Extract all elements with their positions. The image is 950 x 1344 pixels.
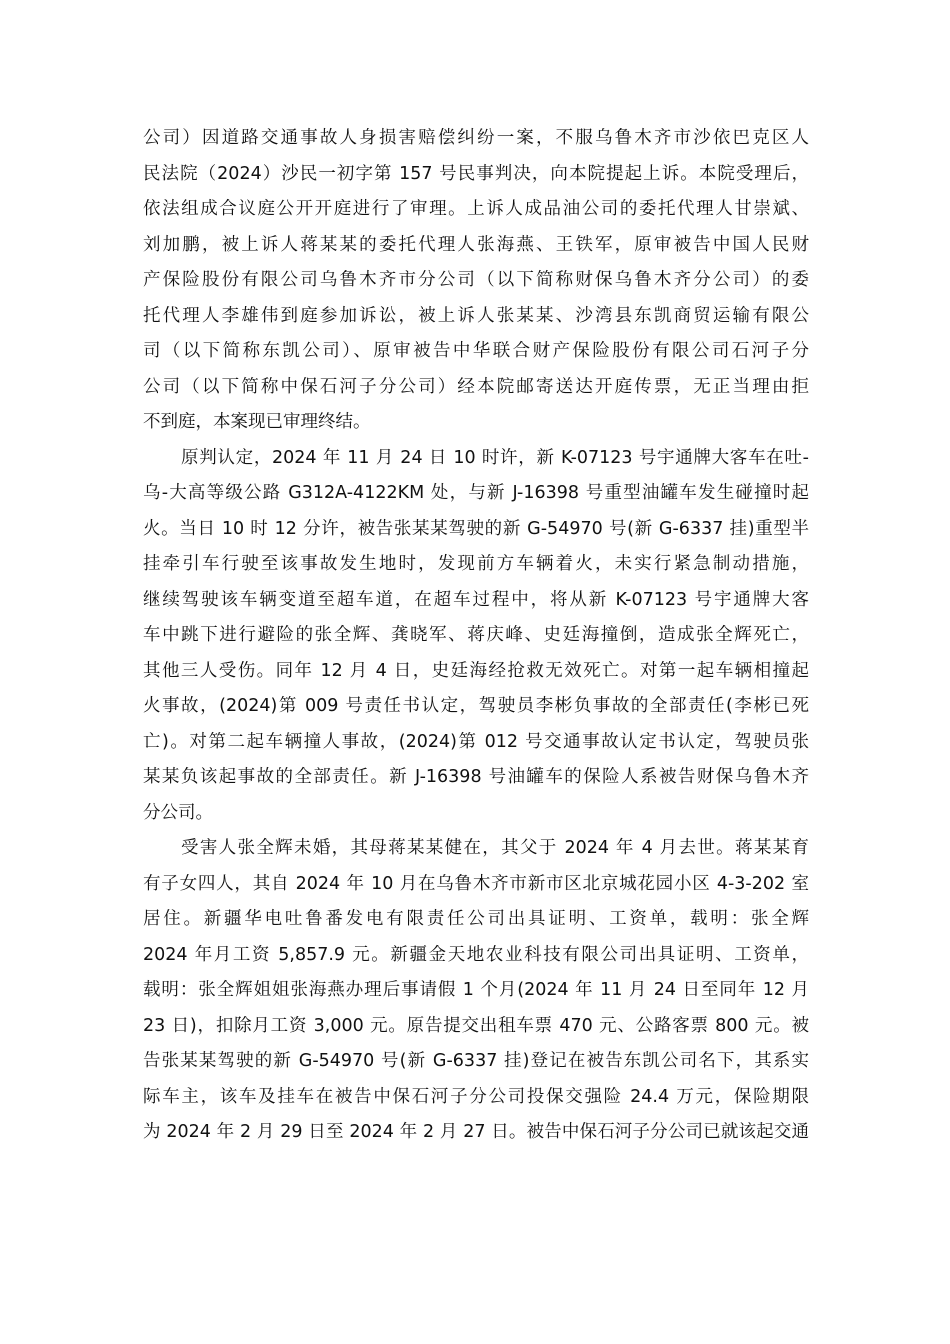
paragraph-2-line-9: 亡)。对第二起车辆撞人事故，(2024)第 012 号交通事故认定书认定，驾驶员张 [143, 731, 809, 752]
paragraph-2-line-10: 某某负该起事故的全部责任。新 J-16398 号油罐车的保险人系被告财保乌鲁木齐 [143, 767, 809, 787]
paragraph-1-line-6: 托代理人李雄伟到庭参加诉讼，被上诉人张某某、沙湾县东凯商贸运输有限公 [143, 305, 809, 326]
paragraph-3-line-2: 有子女四人，其自 2024 年 10 月在乌鲁木齐市新市区北京城花园小区 4-3-202 室 [143, 873, 809, 894]
paragraph-2-line-5: 继续驾驶该车辆变道至超车道，在超车过程中，将从新 K-07123 号宇通牌大客 [143, 589, 809, 610]
paragraph-1-line-2: 民法院（2024）沙民一初字第 157 号民事判决，向本院提起上诉。本院受理后， [143, 163, 809, 184]
paragraph-1-line-5: 产保险股份有限公司乌鲁木齐市分公司（以下简称财保乌鲁木齐分公司）的委 [143, 270, 809, 290]
paragraph-2-line-6: 车中跳下进行避险的张全辉、龚晓军、蒋庆峰、史廷海撞倒，造成张全辉死亡， [143, 625, 809, 645]
body-text [143, 121, 809, 1151]
paragraph-3-line-8: 际车主，该车及挂车在被告中保石河子分公司投保交强险 24.4 万元，保险期限 [143, 1086, 809, 1107]
paragraph-1-line-9: 不到庭，本案现已审理终结。 [143, 412, 371, 432]
paragraph-1-line-3: 依法组成合议庭公开开庭进行了审理。上诉人成品油公司的委托代理人甘崇斌、 [143, 199, 809, 219]
paragraph-1-line-7: 司（以下简称东凯公司）、原审被告中华联合财产保险股份有限公司石河子分 [143, 341, 809, 361]
paragraph-3-line-7: 告张某某驾驶的新 G-54970 号(新 G-6337 挂)登记在被告东凯公司名下，其系实 [143, 1051, 809, 1071]
paragraph-3-line-5: 载明：张全辉姐姐张海燕办理后事请假 1 个月(2024 年 11 月 24 日至同年 12 月 [143, 980, 809, 1000]
paragraph-1-line-4: 刘加鹏，被上诉人蒋某某的委托代理人张海燕、王铁军，原审被告中国人民财 [143, 234, 809, 255]
paragraph-2-line-3: 火。当日 10 时 12 分许，被告张某某驾驶的新 G-54970 号(新 G-6337 挂)重型半 [143, 518, 809, 539]
paragraph-3-line-6: 23 日)，扣除月工资 3,000 元。原告提交出租车票 470 元、公路客票 800 元。被 [143, 1015, 809, 1036]
paragraph-1-line-8: 公司（以下简称中保石河子分公司）经本院邮寄送达开庭传票，无正当理由拒 [143, 376, 809, 397]
paragraph-2-line-8: 火事故，(2024)第 009 号责任书认定，驾驶员李彬负事故的全部责任(李彬已死 [143, 696, 809, 716]
paragraph-3-line-1: 受害人张全辉未婚，其母蒋某某健在，其父于 2024 年 4 月去世。蒋某某育 [181, 838, 809, 858]
paragraph-2-line-7: 其他三人受伤。同年 12 月 4 日，史廷海经抢救无效死亡。对第一起车辆相撞起 [143, 660, 809, 681]
paragraph-2-line-11: 分公司。 [143, 802, 213, 823]
paragraph-1-line-1: 公司）因道路交通事故人身损害赔偿纠纷一案，不服乌鲁木齐市沙依巴克区人 [143, 128, 809, 148]
paragraph-3-line-9: 为 2024 年 2 月 29 日至 2024 年 2 月 27 日。被告中保石河子分公司已就该起交通 [143, 1122, 809, 1142]
paragraph-2-line-4: 挂牵引车行驶至该事故发生地时，发现前方车辆着火，未实行紧急制动措施， [143, 554, 809, 574]
paragraph-2-line-1: 原判认定，2024 年 11 月 24 日 10 时许，新 K-07123 号宇通牌大客车在吐- [181, 447, 809, 468]
paragraph-3-line-3: 居住。新疆华电吐鲁番发电有限责任公司出具证明、工资单，载明：张全辉 [143, 909, 809, 929]
paragraph-3-line-4: 2024 年月工资 5,857.9 元。新疆金天地农业科技有限公司出具证明、工资单， [143, 944, 809, 965]
paragraph-2-line-2: 乌-大高等级公路 G312A-4122KM 处，与新 J-16398 号重型油罐车发生碰撞时起 [143, 483, 809, 503]
